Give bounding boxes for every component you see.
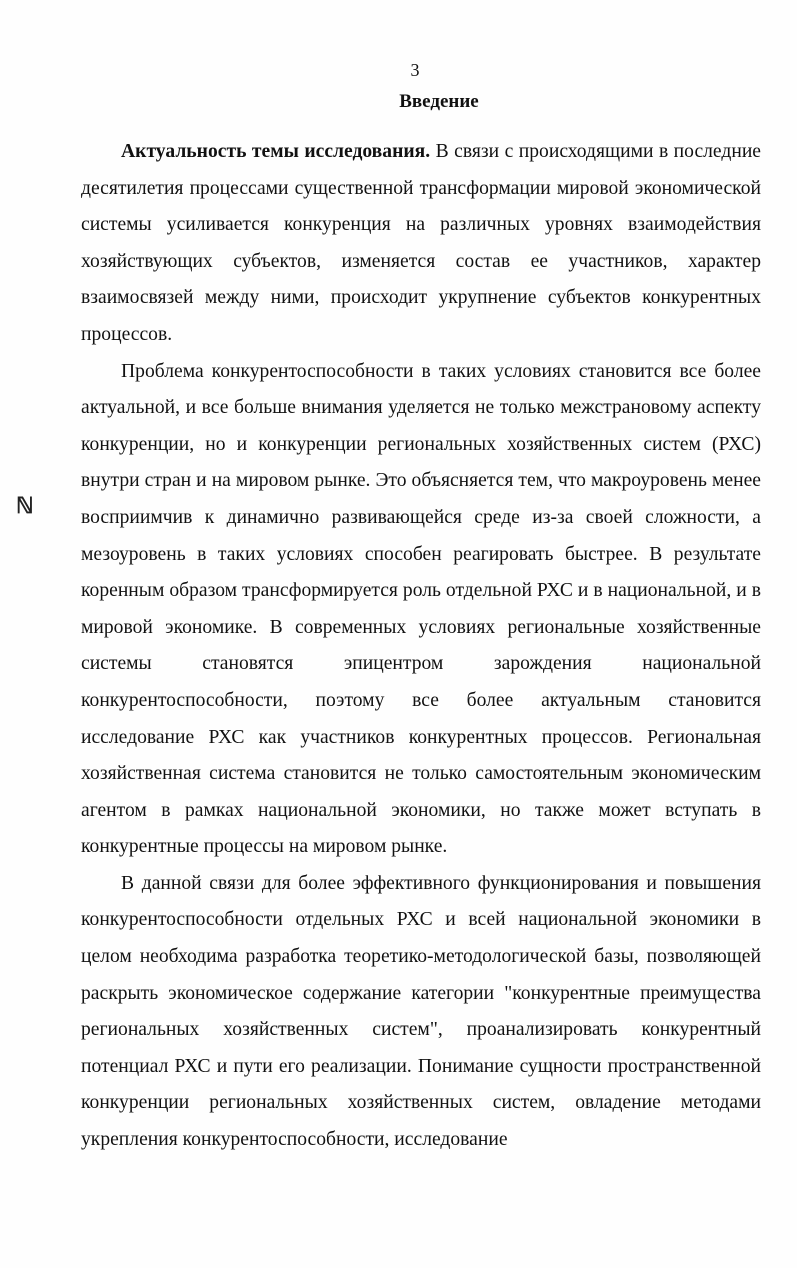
body-text bbox=[81, 134, 761, 1159]
page-number: 3 bbox=[410, 60, 420, 80]
paragraph-lead-heading: Актуальность темы исследования. bbox=[121, 141, 431, 162]
paragraph-competitiveness: Проблема конкурентоспособности в таких условиях становится все более актуальной, и все больше внимания уделяется не только межстрановому аспекту конкуренции, но и конкуренции региональных хозяйственных систем (РХС) внутри стран и на мировом рынке. Это объясняется тем, что макроуровень менее восприимчив к динамично развивающейся среде из-за своей сложности, а мезоуровень в таких условиях способен реагировать быстрее. В результате коренным образом трансформируется роль отдельной РХС и в национальной, и в мировой экономике. В современных условиях региональные хозяйственные системы становятся эпицентром зарождения национальной конкурентоспособности, поэтому все более актуальным становится исследование РХС как участников конкурентных процессов. Региональная хозяйственная система становится не только самостоятельным экономическим агентом в рамках национальной экономики, но также может вступать в конкурентные процессы на мировом рынке. bbox=[81, 360, 761, 858]
paragraph-methodology: В данной связи для более эффективного функционирования и повышения конкурентоспособности отдельных РХС и всей национальной экономики в целом необходима разработка теоретико-методологической базы, позволяющей раскрыть экономическое содержание категории "конкурентные преимущества региональных хозяйственных систем", проанализировать конкурентный потенциал РХС и пути его реализации. Понимание сущности пространственной конкуренции региональных хозяйственных систем, овладение методами укрепления конкурентоспособности, исследование bbox=[81, 872, 761, 1151]
paragraph-text: В связи с происходящими в последние десятилетия процессами существенной трансформации мировой экономической системы усиливается конкуренция на различных уровнях взаимодействия хозяйствующих субъектов, изменяется состав ее участников, характер взаимосвязей между ними, происходит укрупнение субъектов конкурентных процессов. bbox=[81, 141, 761, 345]
margin-handwritten-mark: ℕ bbox=[16, 493, 34, 518]
paragraph-relevance bbox=[81, 134, 761, 354]
section-heading: Введение bbox=[399, 91, 479, 112]
